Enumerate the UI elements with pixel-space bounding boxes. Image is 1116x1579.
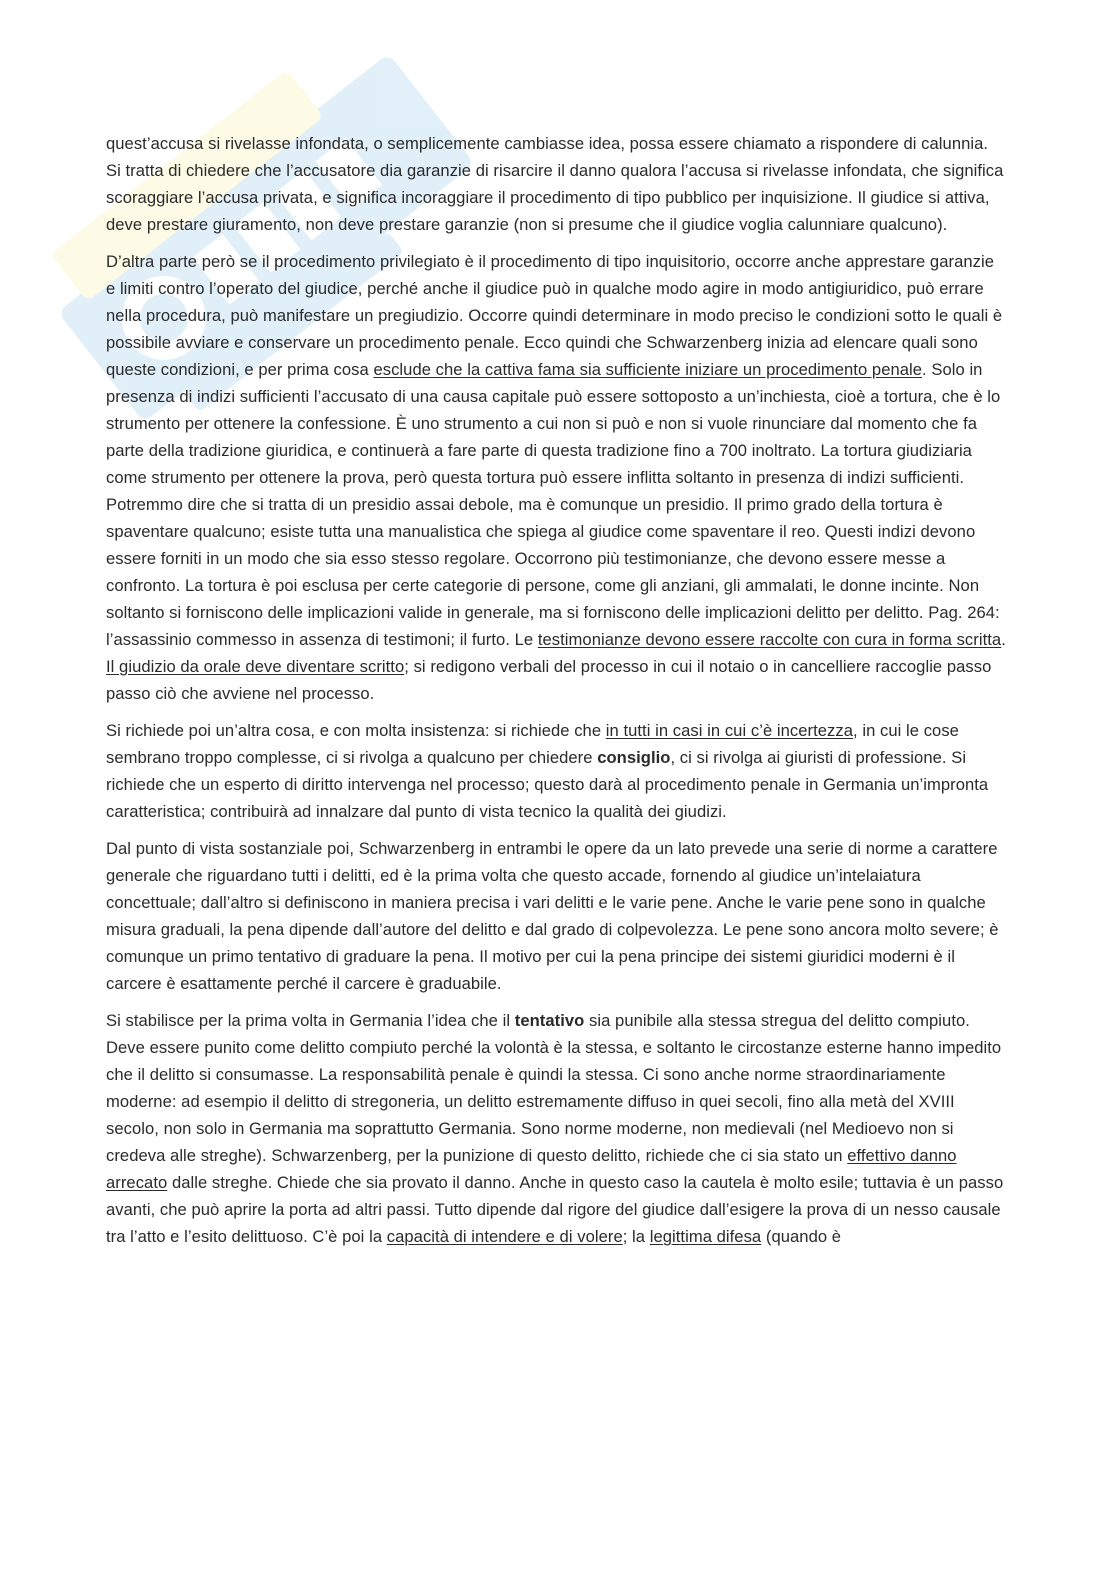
- bold-text: tentativo: [514, 1011, 585, 1030]
- text-run: . Solo in presenza di indizi sufficienti l’accusato di una causa capitale può essere sottoposto a un’inchiesta, cioè a tortura, che è lo strumento per ottenere la confessione. È uno strumento a cui non si può e non si vuole rinunciare dal momento che fa parte della tradizione giuridica, e continuerà a fare parte di questa tradizione fino a 700 inoltrato. La tortura giudiziaria come strumento per ottenere la prova, però questa tortura può essere inflitta soltanto in presenza di indizi sufficienti. Potremmo dire che si tratta di un presidio assai debole, ma è comunque un presidio. Il primo grado della tortura è spaventare qualcuno; esiste tutta una manualistica che spiega al giudice come spaventare il reo. Questi indizi devono essere forniti in un modo che sia esso stesso regolare. Occorrono più testimonianze, che devono essere messe a confronto. La tortura è poi esclusa per certe categorie di persone, come gli anziani, gli ammalati, le donne incinte. Non soltanto si forniscono delle implicazioni valide in generale, ma si forniscono delle implicazioni delitto per delitto. Pag. 264: l’assassinio commesso in assenza di testimoni; il furto. Le: [106, 360, 1001, 649]
- paragraph: [106, 835, 1006, 997]
- text-run: , in cui le cose sembrano troppo complesse, ci si rivolga a qualcuno per chiedere: [106, 721, 959, 767]
- underlined-text: capacità di intendere e di volere: [386, 1227, 623, 1246]
- text-run: (quando è: [761, 1227, 842, 1246]
- paragraph: [106, 248, 1006, 707]
- text-run: Si stabilisce per la prima volta in Germania l’idea che il: [106, 1011, 515, 1030]
- paragraph: [106, 717, 1006, 825]
- paragraph: [106, 130, 1006, 238]
- document-page: [106, 130, 1006, 1260]
- underlined-text: esclude che la cattiva fama sia sufficiente iniziare un procedimento penale: [373, 360, 923, 379]
- underlined-text: effettivo danno arrecato: [106, 1146, 957, 1192]
- underlined-text: Il giudizio da orale deve diventare scritto: [106, 657, 405, 676]
- underlined-text: legittima difesa: [649, 1227, 762, 1246]
- text-run: sia punibile alla stessa stregua del delitto compiuto. Deve essere punito come delitto compiuto perché la volontà è la stessa, e soltanto le circostanze esterne hanno impedito che il delitto si consumasse. La responsabilità penale è quindi la stessa. Ci sono anche norme straordinariamente moderne: ad esempio il delitto di stregoneria, un delitto estremamente diffuso in quei secoli, fino alla metà del XVIII secolo, non solo in Germania ma soprattutto Germania. Sono norme moderne, non medievali (nel Medioevo non si credeva alle streghe). Schwarzenberg, per la punizione di questo delitto, richiede che ci sia stato un: [106, 1011, 1002, 1165]
- bold-text: consiglio: [597, 748, 671, 767]
- text-run: Si richiede poi un’altra cosa, e con molta insistenza: si richiede che: [106, 721, 606, 740]
- underlined-text: in tutti in casi in cui c’è incertezza: [605, 721, 854, 740]
- text-run: D’altra parte però se il procedimento privilegiato è il procedimento di tipo inquisitorio, occorre anche apprestare garanzie e limiti contro l’operato del giudice, perché anche il giudice può in qualche modo agire in modo antigiuridico, può errare nella procedura, può manifestare un pregiudizio. Occorre quindi determinare in modo preciso le condizioni sotto le quali è possibile avviare e conservare un procedimento penale. Ecco quindi che Schwarzenberg inizia ad elencare quali sono queste condizioni, e per prima cosa: [106, 252, 1003, 379]
- text-run: dalle streghe. Chiede che sia provato il danno. Anche in questo caso la cautela è molto esile; tuttavia è un passo avanti, che può aprire la porta ad altri passi. Tutto dipende dal rigore del giudice dall’esigere la prova di un nesso causale tra l’atto e l’esito delittuoso. C’è poi la: [106, 1173, 1004, 1246]
- paragraph: [106, 1007, 1006, 1250]
- underlined-text: testimonianze devono essere raccolte con cura in forma scritta: [537, 630, 1002, 649]
- text-run: ; si redigono verbali del processo in cui il notaio o in cancelliere raccoglie passo passo ciò che avviene nel processo.: [106, 657, 992, 703]
- text-run: , ci si rivolga ai giuristi di professione. Si richiede che un esperto di diritto intervenga nel processo; questo darà al procedimento penale in Germania un’impronta caratteristica; contribuirà ad innalzare dal punto di vista tecnico la qualità dei giudizi.: [106, 748, 989, 821]
- text-run: ; la: [622, 1227, 650, 1246]
- text-run: .: [1001, 630, 1006, 649]
- text-run: Dal punto di vista sostanziale poi, Schwarzenberg in entrambi le opere da un lato prevede una serie di norme a carattere generale che riguardano tutti i delitti, ed è la prima volta che questo accade, fornendo al giudice un’intelaiatura concettuale; dall’altro si definiscono in maniera precisa i vari delitti e le varie pene. Anche le varie pene sono in qualche misura graduali, la pena dipende dall’autore del delitto e dal grado di colpevolezza. Le pene sono ancora molto severe; è comunque un primo tentativo di graduare la pena. Il motivo per cui la pena principe dei sistemi giuridici moderni è il carcere è esattamente perché il carcere è graduabile.: [106, 839, 999, 993]
- text-run: quest’accusa si rivelasse infondata, o semplicemente cambiasse idea, possa essere chiamato a rispondere di calunnia. Si tratta di chiedere che l’accusatore dia garanzie di risarcire il danno qualora l’accusa si rivelasse infondata, che significa scoraggiare l’accusa privata, e significa incoraggiare il procedimento di tipo pubblico per inquisizione. Il giudice si attiva, deve prestare giuramento, non deve prestare garanzie (non si presume che il giudice voglia calunniare qualcuno).: [106, 134, 1004, 234]
